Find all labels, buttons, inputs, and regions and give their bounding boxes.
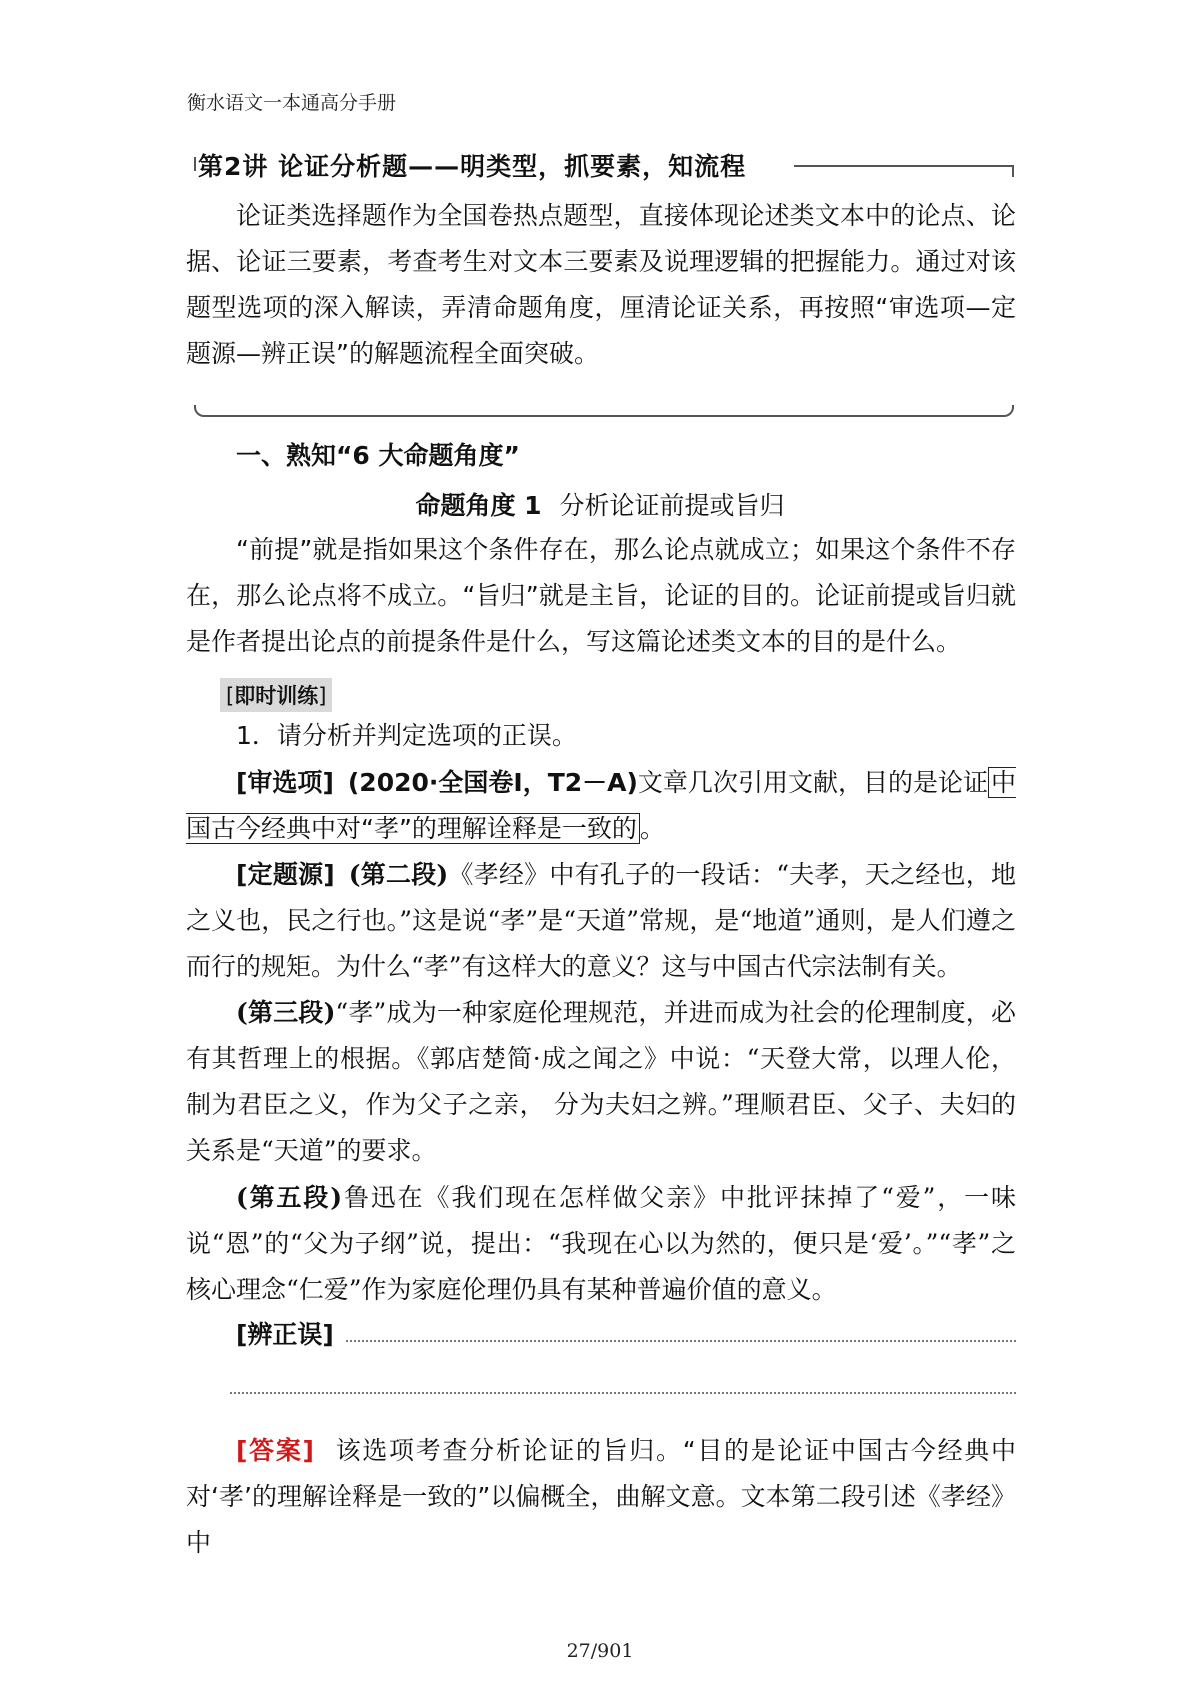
angle-title: 分析论证前提或旨归 [559, 491, 785, 520]
judge-label: [辨正误] [236, 1320, 334, 1349]
paragraph-2-tag: (第二段) [348, 860, 449, 889]
paragraph-2-text: 《孝经》中有孔子的一段话：“夫孝，天之经也，地之义也，民之行也。”这是说“孝”是“天道”常规，是“地道”通则，是人们遵之而行的规矩。为什么“孝”有这样大的意义？这与中国古代宗法制有关。 [186, 860, 1016, 981]
source-paragraph-3 [186, 990, 1016, 1174]
answer-blank-line-1 [346, 1340, 1016, 1342]
source-label: [定题源] [236, 860, 335, 889]
question-1: 1．请分析并判定选项的正误。 [236, 721, 577, 750]
paragraph-5-tag: (第五段) [236, 1183, 343, 1212]
source-paragraph-2 [186, 852, 1016, 990]
book-title: 衡水语文一本通高分手册 [187, 92, 397, 114]
page-number: 27/901 [566, 1640, 634, 1662]
box-top-line [794, 165, 1014, 167]
answer-paragraph [186, 1428, 1016, 1566]
section-heading: 一、熟知“6 大命题角度” [236, 441, 520, 470]
box-left-cap [194, 157, 196, 171]
angle-label: 命题角度 1 [415, 491, 542, 520]
angle-explanation: “前提”就是指如果这个条件存在，那么论点就成立；如果这个条件不存在，那么论点将不成立。“旨归”就是主旨，论证的目的。论证前提或旨归就是作者提出论点的前提条件是什么，写这篇论述类文本的目的是什么。 [186, 535, 1016, 656]
answer-text: 该选项考查分析论证的旨归。“目的是论证中国古今经典中对‘孝’的理解诠释是一致的”以偏概全，曲解文意。文本第二段引述《孝经》中 [186, 1436, 1016, 1557]
paragraph-3-text: “孝”成为一种家庭伦理规范，并进而成为社会的伦理制度，必有其哲理上的根据。《郭店楚简·成之闻之》中说：“天登大常，以理人伦，制为君臣之义，作为父子之亲， 分为夫妇之辨。”理顺君臣、父子、夫妇的关系是“天道”的要求。 [186, 998, 1016, 1165]
training-badge: [ 即时训练 ] [220, 678, 332, 712]
lecture-title: 第2讲 论证分析题——明类型，抓要素，知流程 [198, 147, 756, 183]
review-text-after: 。 [639, 814, 665, 843]
source-paragraph-5 [186, 1175, 1016, 1313]
box-bottom-line [194, 405, 1014, 417]
answer-blank-line-2 [230, 1392, 1016, 1394]
answer-label: [答案] [236, 1436, 314, 1465]
angle-heading [0, 486, 1200, 522]
review-text-before: 文章几次引用文献，目的是论证 [637, 768, 988, 797]
review-source: (2020·全国卷Ⅰ，T2－A) [347, 768, 638, 797]
box-top-cap [1012, 165, 1014, 177]
review-boxed-text: 中国古今经典中对“孝”的理解诠释是一致的 [186, 768, 1016, 843]
lecture-intro: 论证类选择题作为全国卷热点题型，直接体现论述类文本中的论点、论据、论证三要素，考查考生对文本三要素及说理逻辑的把握能力。通过对该题型选项的深入解读，弄清命题角度，厘清论证关系，再按照“审选项—定题源—辨正误”的解题流程全面突破。 [186, 201, 1016, 368]
review-option [186, 760, 1016, 852]
paragraph-3-tag: (第三段) [236, 998, 336, 1027]
review-label: [审选项] [236, 768, 334, 797]
paragraph-5-text: 鲁迅在《我们现在怎样做父亲》中批评抹掉了“爱”，一味说“恩”的“父为子纲”说，提出：“我现在心以为然的，便只是‘爱’。”“孝”之核心理念“仁爱”作为家庭伦理仍具有某种普遍价值的意义。 [186, 1183, 1016, 1304]
